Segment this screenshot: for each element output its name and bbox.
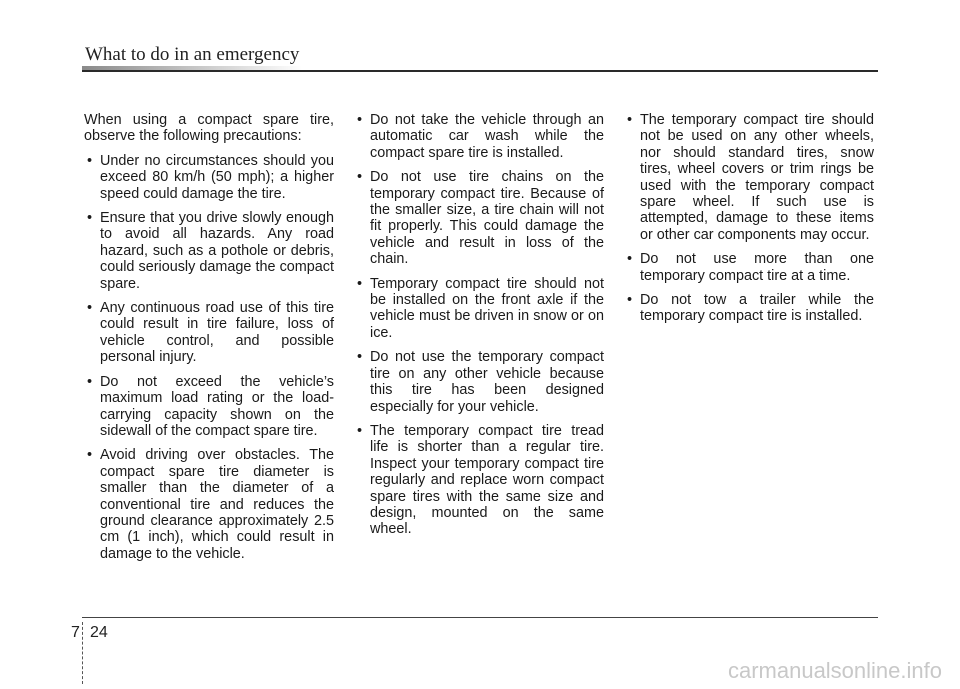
list-item: • Do not use tire chains on the temporary compact tire. Because of the smaller size, a tire chain will not fit properly. This could damage the vehicle and result in loss of the chain. — [354, 169, 604, 267]
text-column-3 — [624, 112, 874, 333]
list-item: • Do not take the vehicle through an automatic car wash while the compact spare tire is installed. — [354, 112, 604, 161]
list-item: • Ensure that you drive slowly enough to avoid all hazards. Any road hazard, such as a pothole or debris, could seriously damage the compact spare. — [84, 210, 334, 292]
list-item: • Avoid driving over obstacles. The compact spare tire diameter is smaller than the diameter of a conventional tire and reduces the ground clearance approximately 2.5 cm (1 inch), which could result in damage to the vehicle. — [84, 447, 334, 562]
list-item: • Do not use more than one temporary compact tire at a time. — [624, 251, 874, 284]
header-divider — [82, 70, 878, 72]
list-item: • Do not exceed the vehicle’s maximum load rating or the load-carrying capacity shown on the sidewall of the compact spare tire. — [84, 374, 334, 440]
page-number: 24 — [90, 624, 108, 641]
list-item: • The temporary compact tire tread life is shorter than a regular tire. Inspect your temporary compact tire regularly and replace worn compact spare tires with the same size and design, mounted on the same wheel. — [354, 423, 604, 538]
precaution-list — [624, 112, 874, 325]
intro-paragraph: When using a compact spare tire, observe the following precautions: — [84, 112, 334, 145]
list-item: • Any continuous road use of this tire could result in tire failure, loss of vehicle control, and possible personal injury. — [84, 300, 334, 366]
list-item: • The temporary compact tire should not be used on any other wheels, nor should standard tires, snow tires, wheel covers or trim rings be used with the temporary compact spare wheel. If such use is attempted, damage to these items or other car components may occur. — [624, 112, 874, 243]
footer-divider — [82, 617, 878, 618]
list-item: • Under no circumstances should you exceed 80 km/h (50 mph); a higher speed could damage the tire. — [84, 153, 334, 202]
precaution-list — [354, 112, 604, 538]
section-title: What to do in an emergency — [85, 44, 300, 65]
precaution-list — [84, 153, 334, 562]
watermark: carmanualsonline.info — [727, 658, 942, 683]
text-column-1 — [84, 112, 334, 570]
list-item: • Temporary compact tire should not be installed on the front axle if the vehicle must be driven in snow or on ice. — [354, 276, 604, 342]
text-column-2 — [354, 112, 604, 546]
footer-dashed-line — [82, 622, 83, 684]
list-item: • Do not tow a trailer while the temporary compact tire is installed. — [624, 292, 874, 325]
chapter-number: 7 — [71, 624, 80, 641]
list-item: • Do not use the temporary compact tire on any other vehicle because this tire has been designed especially for your vehicle. — [354, 349, 604, 415]
